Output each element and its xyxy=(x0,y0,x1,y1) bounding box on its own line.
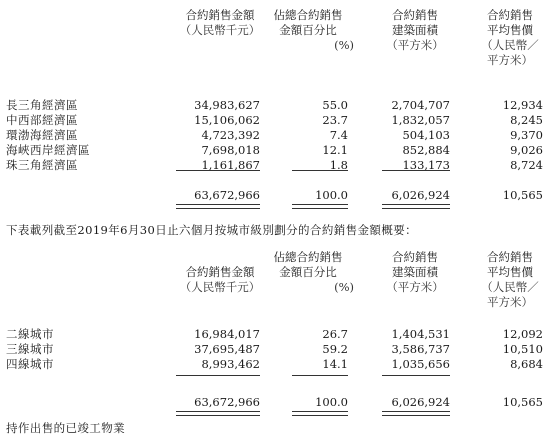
header-line: 平方米） xyxy=(487,53,533,67)
row-label: 珠三角經濟區 xyxy=(6,158,78,172)
total-double-rule xyxy=(292,204,348,209)
subtotal-rule xyxy=(176,170,260,171)
header-line: （平方米） xyxy=(386,280,444,294)
row-label: 環渤海經濟區 xyxy=(6,128,78,142)
row-label: 中西部經濟區 xyxy=(6,113,78,127)
cell-amount: 16,984,017 xyxy=(194,327,260,341)
cell-amount: 1,161,867 xyxy=(201,158,260,172)
total-double-rule xyxy=(292,411,348,416)
header-line: （平方米） xyxy=(386,38,444,52)
table-row xyxy=(0,357,553,372)
cell-price: 12,934 xyxy=(502,98,543,112)
header-area xyxy=(370,8,460,53)
total-double-rule xyxy=(382,411,450,416)
row-label: 二線城市 xyxy=(6,327,54,341)
table-body xyxy=(0,98,553,173)
header-line: 佔總合約銷售 xyxy=(273,250,343,264)
header-amount xyxy=(170,8,270,38)
cell-price: 8,724 xyxy=(510,158,543,172)
cell-percent: 7.4 xyxy=(329,128,348,142)
table-header xyxy=(0,250,553,310)
header-line: 合約銷售 xyxy=(487,250,533,264)
header-avg-price xyxy=(470,8,550,68)
header-line: 平方米） xyxy=(487,295,533,309)
cell-area: 3,586,737 xyxy=(391,342,450,356)
cell-price: 9,370 xyxy=(510,128,543,142)
subtotal-rule xyxy=(382,170,450,171)
cell-percent: 1.8 xyxy=(329,158,348,172)
cell-amount: 4,723,392 xyxy=(201,128,260,142)
header-amount xyxy=(170,250,270,295)
cell-amount: 37,695,487 xyxy=(194,342,260,356)
table-row xyxy=(0,327,553,342)
cell-price: 8,684 xyxy=(510,357,543,371)
header-line: （人民幣／ xyxy=(481,280,539,294)
total-amount: 63,672,966 xyxy=(194,395,260,409)
table-row xyxy=(0,143,553,158)
header-line: （人民幣千元） xyxy=(179,280,261,294)
cell-percent: 59.2 xyxy=(322,342,348,356)
total-price: 10,565 xyxy=(502,395,543,409)
header-line: （人民幣／ xyxy=(481,38,539,52)
total-price: 10,565 xyxy=(502,188,543,202)
cell-area: 504,103 xyxy=(402,128,450,142)
cell-percent: 55.0 xyxy=(322,98,348,112)
cell-amount: 8,993,462 xyxy=(201,357,260,371)
section-paragraph: 下表載列截至2019年6月30日止六個月按城市級別劃分的合約銷售金額概要： xyxy=(6,223,418,237)
header-line: 金額百分比 xyxy=(279,265,337,279)
header-avg-price xyxy=(470,250,550,310)
total-double-rule xyxy=(382,204,450,209)
cell-percent: 14.1 xyxy=(322,357,348,371)
subtotal-rule xyxy=(292,170,348,171)
total-area: 6,026,924 xyxy=(391,395,450,409)
cell-amount: 34,983,627 xyxy=(194,98,260,112)
header-percent xyxy=(258,250,358,295)
header-line: 建築面積 xyxy=(392,265,438,279)
cell-percent: 12.1 xyxy=(322,143,348,157)
header-line: 佔總合約銷售 xyxy=(273,8,343,22)
header-area xyxy=(370,250,460,295)
cell-area: 1,404,531 xyxy=(391,327,450,341)
row-label: 三線城市 xyxy=(6,342,54,356)
cell-area: 1,035,656 xyxy=(391,357,450,371)
cell-percent: 26.7 xyxy=(322,327,348,341)
header-line: 合約銷售 xyxy=(392,250,438,264)
row-label: 海峽西岸經濟區 xyxy=(6,143,90,157)
table-row xyxy=(0,128,553,143)
region-sales-table xyxy=(0,8,553,173)
cell-percent: 23.7 xyxy=(322,113,348,127)
cell-amount: 15,106,062 xyxy=(194,113,260,127)
header-line: (%) xyxy=(334,280,354,294)
header-line: 合約銷售 xyxy=(392,8,438,22)
table-row xyxy=(0,98,553,113)
total-amount: 63,672,966 xyxy=(194,188,260,202)
cell-amount: 7,698,018 xyxy=(201,143,260,157)
total-double-rule xyxy=(176,204,260,209)
total-double-rule xyxy=(176,411,260,416)
cell-area: 133,173 xyxy=(402,158,450,172)
header-line: (%) xyxy=(334,38,354,52)
table-row xyxy=(0,113,553,128)
table-body xyxy=(0,327,553,372)
header-line: 合約銷售金額 xyxy=(185,265,255,279)
header-percent xyxy=(258,8,358,53)
cell-area: 1,832,057 xyxy=(391,113,450,127)
cell-price: 8,245 xyxy=(510,113,543,127)
subtotal-rule xyxy=(176,375,260,376)
total-row xyxy=(0,188,553,203)
table-row xyxy=(0,158,553,173)
cell-price: 12,092 xyxy=(502,327,543,341)
table-row xyxy=(0,342,553,357)
header-line: 合約銷售 xyxy=(487,8,533,22)
header-line: 金額百分比 xyxy=(279,23,337,37)
cell-area: 2,704,707 xyxy=(391,98,450,112)
total-percent: 100.0 xyxy=(315,188,348,202)
cell-price: 10,510 xyxy=(502,342,543,356)
city-tier-sales-table xyxy=(0,250,553,372)
subtotal-rule xyxy=(292,375,348,376)
row-label: 四線城市 xyxy=(6,357,54,371)
total-area: 6,026,924 xyxy=(391,188,450,202)
header-line: 平均售價 xyxy=(487,265,533,279)
cell-area: 852,884 xyxy=(402,143,450,157)
row-label: 長三角經濟區 xyxy=(6,98,78,112)
next-section-heading: 持作出售的已竣工物業 xyxy=(6,421,125,435)
table-header xyxy=(0,8,553,68)
cell-price: 9,026 xyxy=(510,143,543,157)
total-percent: 100.0 xyxy=(315,395,348,409)
total-row xyxy=(0,395,553,410)
header-line: （人民幣千元） xyxy=(179,23,261,37)
header-line: 合約銷售金額 xyxy=(185,8,255,22)
header-line: 平均售價 xyxy=(487,23,533,37)
subtotal-rule xyxy=(382,375,450,376)
header-line: 建築面積 xyxy=(392,23,438,37)
